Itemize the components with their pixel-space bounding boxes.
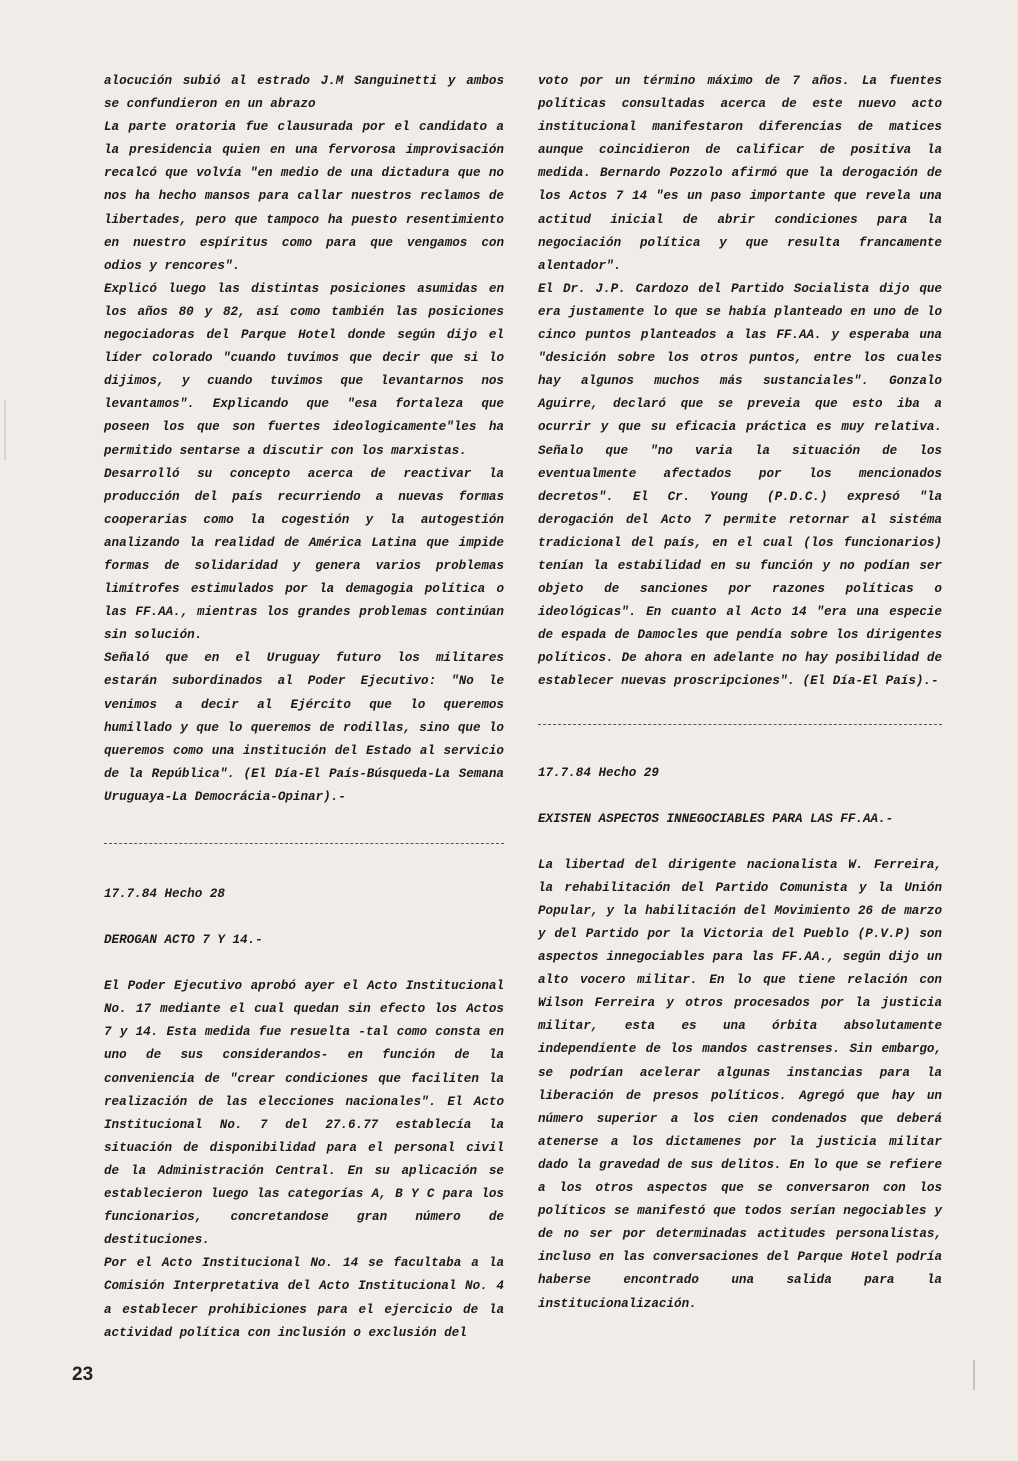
spacer bbox=[538, 785, 942, 808]
page-number: 23 bbox=[72, 1364, 94, 1385]
paragraph: alocución subió al estrado J.M Sanguinetti y ambos se confundieron en un abrazo bbox=[104, 74, 504, 112]
entry-title: EXISTEN ASPECTOS INNEGOCIABLES PARA LAS FF.AA.- bbox=[538, 811, 894, 826]
entry-title: DEROGAN ACTO 7 Y 14.- bbox=[104, 933, 263, 948]
paragraph: Desarrolló su concepto acerca de reactivar la producción del país recurriendo a nuevas formas cooperarias como la cogestión y la autogestión analizando la realidad de América Latina que impide formas de solidaridad y genera varios problemas limítrofes estimulados por la demagogia política o las FF.AA., mientras los grandes problemas continúan sin solución. bbox=[104, 466, 504, 643]
scan-edge-mark bbox=[4, 400, 6, 460]
paragraph: La libertad del dirigente nacionalista W. Ferreira, la rehabilitación del Partido Comunista y la Unión Popular, y la habilitación del Movimiento 26 de marzo y del Partido por la Victoria del Pueblo (P.V.P) son aspectos innegociables para las FF.AA., según dijo un alto vocero militar. En lo que tiene relación con Wilson Ferreira y otros procesados por la justicia militar, esta es una órbita absolutamente independiente de los mandos castrenses. Sin embargo, se podrían acelerar algunas instancias para la liberación de presos políticos. Agregó que hay un número superior a los cien condenados que deberá atenerse a los dictamenes por la justicia militar dado la gravedad de sus delitos. En lo que se refiere a los otros aspectos que se conversaron con los políticos se manifestó que todos serían negociables y de no ser por determinadas actitudes personalistas, incluso en las conversaciones del Parque Hotel podría haberse encontrado una salida para la institucionalización. bbox=[538, 857, 942, 1311]
spacer bbox=[538, 831, 942, 854]
paragraph: Explicó luego las distintas posiciones asumidas en los años 80 y 82, así como también las posiciones negociadoras del Parque Hotel donde según dijo el líder colorado "cuando tuvimos que decir que si lo dijimos, y cuando tuvimos que levantarnos nos levantamos". Explicando que "esa fortaleza que poseen los que son fuertes ideologicamente"les ha permitido sentarse a discutir con los marxistas. bbox=[104, 281, 504, 458]
paragraph: Señaló que en el Uruguay futuro los militares estarán subordinados al Poder Ejecutivo: "No le venimos a decir al Ejército que lo queremos humillado y que lo queremos de rodillas, sino que lo queremos como una institución del Estado al servicio de la República". (El Día-El País-Búsqueda-La Semana Uruguaya-La Democrácia-Opinar).- bbox=[104, 651, 504, 804]
paragraph: voto por un término máximo de 7 años. La fuentes políticas consultadas acerca de este nuevo acto institucional manifestaron diferencias de matices aunque coincidieron de calificar de positiva la medida. Bernardo Pozzolo afirmó que la derogación de los Actos 7 14 "es un paso importante que revela una actitud inicial de abrir condiciones para la negociación política y que resulta francamente alentador". bbox=[538, 74, 942, 273]
paragraph: La parte oratoria fue clausurada por el candidato a la presidencia quien en una fervorosa improvisación recalcó que volvía "en medio de una dictadura que no nos ha hecho mansos para callar nuestros reclamos de libertades, pero que tampoco ha puesto resentimiento en nuestro espíritus como para que vengamos con odios y rencores". bbox=[104, 120, 504, 273]
section-divider bbox=[538, 724, 942, 726]
left-column bbox=[104, 70, 504, 1345]
entry-date: 17.7.84 Hecho 28 bbox=[104, 887, 225, 901]
entry-date: 17.7.84 Hecho 29 bbox=[538, 765, 659, 780]
section-divider bbox=[104, 843, 504, 845]
paragraph: Por el Acto Institucional No. 14 se facultaba a la Comisión Interpretativa del Acto Institucional No. 4 a establecer prohibiciones para el ejercicio de la actividad política con inclusión o exclusión del bbox=[104, 1256, 504, 1340]
paragraph: El Poder Ejecutivo aprobó ayer el Acto Institucional No. 17 mediante el cual quedan sin efecto los Actos 7 y 14. Esta medida fue resuelta -tal como consta en uno de sus considerandos- en función de la conveniencia de "crear condiciones que faciliten la realización de las elecciones nacionales". El Acto Institucional No. 7 del 27.6.77 establecía la situación de disponibilidad para el personal civil de la Administración Central. En su aplicación se establecieron luego las categorías A, B Y C para los funcionarios, concretandose gran número de destituciones. bbox=[104, 979, 504, 1248]
spacer bbox=[104, 952, 504, 975]
right-column bbox=[538, 70, 942, 1316]
paragraph: El Dr. J.P. Cardozo del Partido Socialista dijo que era justamente lo que se había planteado en uno de lo cinco puntos planteados a las FF.AA. y esperaba una "desición sobre los otros puntos, entre los cuales hay algunos muchos más sustanciales". Gonzalo Aguirre, declaró que se preveia que esto iba a ocurrir y que su eficacia práctica es muy relativa. Señalo que "no varia la situación de los eventualmente afectados por los mencionados decretos". El Cr. Young (P.D.C.) expresó "la derogación del Acto 7 permite retornar al sistéma tradicional del país, en el cual (los funcionarios) tenían la estabilidad en su función y no podían ser objeto de sanciones por razones políticas o ideológicas". En cuanto al Acto 14 "era una especie de espada de Damocles que pendía sobre los dirigentes políticos. De ahora en adelante no hay posibilidad de establecer nuevas proscripciones". (El Día-El País).- bbox=[538, 281, 942, 689]
spacer bbox=[104, 906, 504, 929]
scan-edge-mark bbox=[973, 1360, 975, 1390]
